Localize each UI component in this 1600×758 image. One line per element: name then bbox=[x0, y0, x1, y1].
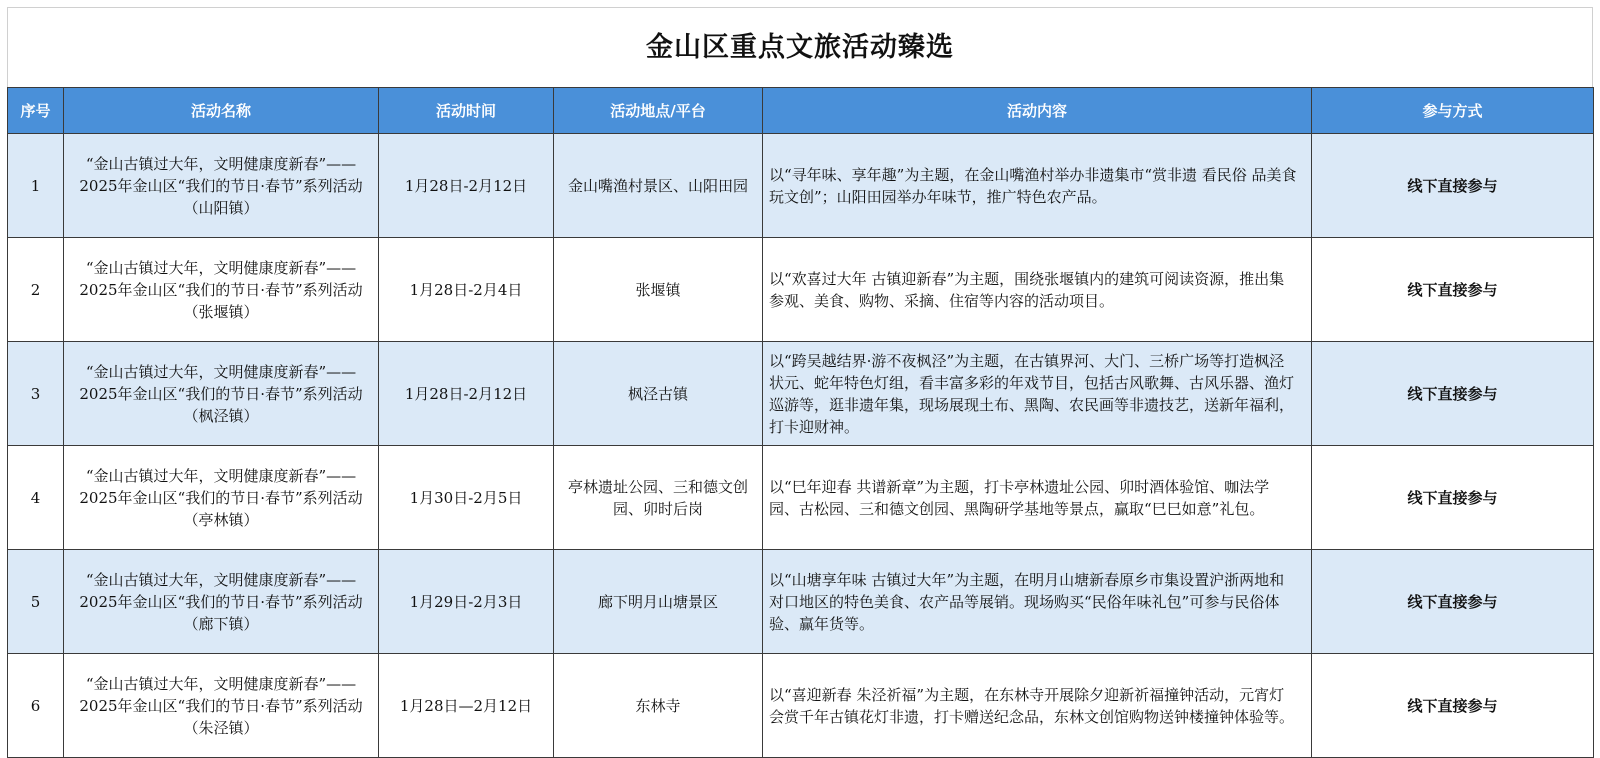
spreadsheet bbox=[7, 7, 1593, 744]
cell-name[interactable]: “金山古镇过大年，文明健康度新春”——2025年金山区“我们的节日·春节”系列活动（枫泾镇） bbox=[64, 342, 379, 446]
header-time[interactable]: 活动时间 bbox=[379, 88, 554, 134]
cell-content[interactable]: 以“欢喜过大年 古镇迎新春”为主题，围绕张堰镇内的建筑可阅读资源，推出集参观、美食、购物、采摘、住宿等内容的活动项目。 bbox=[763, 238, 1312, 342]
table-row bbox=[8, 550, 1594, 654]
cell-name[interactable]: “金山古镇过大年，文明健康度新春”——2025年金山区“我们的节日·春节”系列活动（张堰镇） bbox=[64, 238, 379, 342]
table-row bbox=[8, 238, 1594, 342]
header-name[interactable]: 活动名称 bbox=[64, 88, 379, 134]
cell-place[interactable]: 东林寺 bbox=[554, 654, 763, 758]
cell-time[interactable]: 1月29日-2月3日 bbox=[379, 550, 554, 654]
cell-content[interactable]: 以“喜迎新春 朱泾祈福”为主题，在东林寺开展除夕迎新祈福撞钟活动，元宵灯会赏千年古镇花灯非遗，打卡赠送纪念品，东林文创馆购物送钟楼撞钟体验等。 bbox=[763, 654, 1312, 758]
cell-place[interactable]: 张堰镇 bbox=[554, 238, 763, 342]
cell-name[interactable]: “金山古镇过大年，文明健康度新春”——2025年金山区“我们的节日·春节”系列活动（山阳镇） bbox=[64, 134, 379, 238]
cell-mode[interactable]: 线下直接参与 bbox=[1312, 342, 1594, 446]
cell-time[interactable]: 1月30日-2月5日 bbox=[379, 446, 554, 550]
table-row bbox=[8, 134, 1594, 238]
cell-mode[interactable]: 线下直接参与 bbox=[1312, 134, 1594, 238]
cell-mode[interactable]: 线下直接参与 bbox=[1312, 550, 1594, 654]
cell-place[interactable]: 廊下明月山塘景区 bbox=[554, 550, 763, 654]
cell-time[interactable]: 1月28日-2月12日 bbox=[379, 342, 554, 446]
cell-no[interactable]: 4 bbox=[8, 446, 64, 550]
cell-name[interactable]: “金山古镇过大年，文明健康度新春”——2025年金山区“我们的节日·春节”系列活动（朱泾镇） bbox=[64, 654, 379, 758]
cell-place[interactable]: 金山嘴渔村景区、山阳田园 bbox=[554, 134, 763, 238]
cell-no[interactable]: 5 bbox=[8, 550, 64, 654]
cell-mode[interactable]: 线下直接参与 bbox=[1312, 238, 1594, 342]
table-row bbox=[8, 446, 1594, 550]
table-row bbox=[8, 654, 1594, 758]
page-title: 金山区重点文旅活动臻选 bbox=[7, 8, 1593, 87]
cell-content[interactable]: 以“巳年迎春 共谱新章”为主题，打卡亭林遗址公园、卯时酒体验馆、咖法学园、古松园、三和德文创园、黑陶研学基地等景点，赢取“巳巳如意”礼包。 bbox=[763, 446, 1312, 550]
cell-no[interactable]: 1 bbox=[8, 134, 64, 238]
cell-content[interactable]: 以“跨吴越结界·游不夜枫泾”为主题，在古镇界河、大门、三桥广场等打造枫泾状元、蛇年特色灯组，看丰富多彩的年戏节目，包括古风歌舞、古风乐器、渔灯巡游等，逛非遗年集，现场展现土布、黑陶、农民画等非遗技艺，送新年福利，打卡迎财神。 bbox=[763, 342, 1312, 446]
cell-time[interactable]: 1月28日-2月12日 bbox=[379, 134, 554, 238]
cell-mode[interactable]: 线下直接参与 bbox=[1312, 654, 1594, 758]
activity-table bbox=[7, 87, 1594, 758]
table-header-row bbox=[8, 88, 1594, 134]
table-row bbox=[8, 342, 1594, 446]
cell-no[interactable]: 2 bbox=[8, 238, 64, 342]
cell-content[interactable]: 以“山塘享年味 古镇过大年”为主题，在明月山塘新春原乡市集设置沪浙两地和对口地区的特色美食、农产品等展销。现场购买“民俗年味礼包”可参与民俗体验、赢年货等。 bbox=[763, 550, 1312, 654]
header-no[interactable]: 序号 bbox=[8, 88, 64, 134]
cell-place[interactable]: 亭林遗址公园、三和德文创园、卯时后岗 bbox=[554, 446, 763, 550]
cell-name[interactable]: “金山古镇过大年，文明健康度新春”——2025年金山区“我们的节日·春节”系列活动（亭林镇） bbox=[64, 446, 379, 550]
cell-no[interactable]: 3 bbox=[8, 342, 64, 446]
header-place[interactable]: 活动地点/平台 bbox=[554, 88, 763, 134]
cell-time[interactable]: 1月28日-2月4日 bbox=[379, 238, 554, 342]
cell-time[interactable]: 1月28日—2月12日 bbox=[379, 654, 554, 758]
cell-name[interactable]: “金山古镇过大年，文明健康度新春”——2025年金山区“我们的节日·春节”系列活动（廊下镇） bbox=[64, 550, 379, 654]
header-content[interactable]: 活动内容 bbox=[763, 88, 1312, 134]
cell-mode[interactable]: 线下直接参与 bbox=[1312, 446, 1594, 550]
header-mode[interactable]: 参与方式 bbox=[1312, 88, 1594, 134]
cell-place[interactable]: 枫泾古镇 bbox=[554, 342, 763, 446]
cell-no[interactable]: 6 bbox=[8, 654, 64, 758]
cell-content[interactable]: 以“寻年味、享年趣”为主题，在金山嘴渔村举办非遗集市“赏非遗 看民俗 品美食 玩文创”；山阳田园举办年味节，推广特色农产品。 bbox=[763, 134, 1312, 238]
